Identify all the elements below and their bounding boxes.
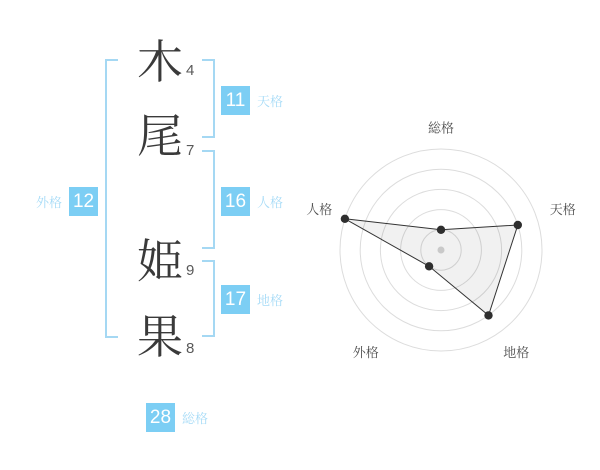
- radar-svg: [300, 95, 595, 370]
- radar-axis-label: 総格: [427, 120, 455, 136]
- radar-data-point: [425, 262, 433, 270]
- tenkaku-stat: [221, 86, 283, 115]
- chikaku-value-badge: 17: [221, 285, 250, 314]
- gaikaku-value-badge: 12: [69, 187, 98, 216]
- radar-axis-label: 地格: [503, 345, 530, 361]
- chikaku-label: 地格: [257, 293, 284, 308]
- radar-data-point: [484, 311, 492, 319]
- gaikaku-stat: [36, 187, 98, 216]
- radar-data-point: [514, 221, 522, 229]
- jinkaku-label: 人格: [257, 195, 284, 210]
- chikaku-bracket: [202, 260, 215, 337]
- soukaku-label: 総格: [182, 411, 209, 426]
- name-char-2: 尾: [137, 110, 183, 162]
- radar-center-dot: [438, 247, 445, 254]
- stroke-count-3: 9: [186, 262, 195, 279]
- stroke-count-4: 8: [186, 340, 195, 357]
- jinkaku-stat: [221, 187, 283, 216]
- radar-axis-label: 人格: [306, 201, 333, 217]
- chikaku-stat: [221, 285, 283, 314]
- tenkaku-label: 天格: [257, 94, 284, 109]
- soukaku-value-badge: 28: [146, 403, 175, 432]
- jinkaku-value-badge: 16: [221, 187, 250, 216]
- radar-data-point: [437, 226, 445, 234]
- fortune-radar-chart: [300, 95, 595, 370]
- radar-axis-label: 外格: [352, 345, 379, 361]
- stroke-count-2: 7: [186, 142, 195, 159]
- name-char-3: 姫: [137, 235, 183, 287]
- gaikaku-label: 外格: [36, 195, 63, 210]
- gaikaku-bracket: [105, 59, 118, 338]
- name-char-1: 木: [137, 36, 183, 88]
- radar-axis-label: 天格: [549, 201, 576, 217]
- name-char-4: 果: [137, 311, 183, 363]
- tenkaku-value-badge: 11: [221, 86, 250, 115]
- soukaku-stat: [146, 403, 208, 432]
- radar-data-point: [341, 215, 349, 223]
- tenkaku-bracket: [202, 59, 215, 138]
- stroke-count-1: 4: [186, 62, 195, 79]
- jinkaku-bracket: [202, 150, 215, 249]
